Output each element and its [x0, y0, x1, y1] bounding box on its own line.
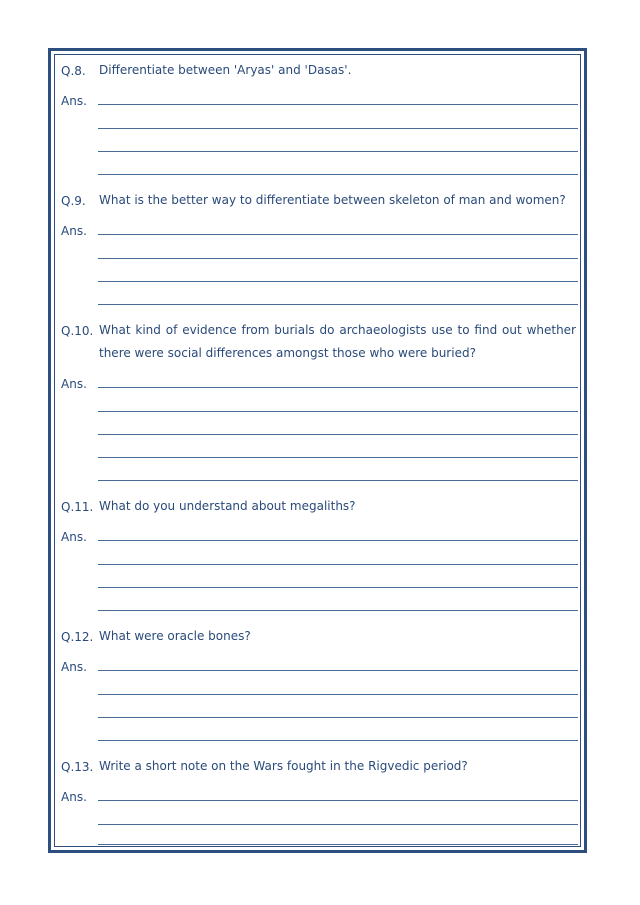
answer-line — [98, 717, 578, 718]
answer-line — [98, 610, 578, 611]
answer-line — [98, 387, 578, 388]
answer-line — [98, 587, 578, 588]
answer-line — [98, 434, 578, 435]
answer-line — [98, 694, 578, 695]
answer-label: Ans. — [61, 94, 87, 108]
answer-line — [98, 258, 578, 259]
answer-label: Ans. — [61, 377, 87, 391]
answer-line — [98, 670, 578, 671]
answer-line — [98, 411, 578, 412]
answer-line — [98, 304, 578, 305]
answer-label: Ans. — [61, 660, 87, 674]
answer-line — [98, 844, 578, 845]
question-text: What do you understand about megaliths? — [99, 499, 356, 513]
answer-line — [98, 234, 578, 235]
answer-line — [98, 281, 578, 282]
question-number: Q.9. — [61, 194, 86, 208]
question-text: What is the better way to differentiate between skeleton of man and women? — [99, 193, 566, 207]
answer-line — [98, 480, 578, 481]
question-number: Q.11. — [61, 500, 94, 514]
answer-label: Ans. — [61, 530, 87, 544]
answer-line — [98, 457, 578, 458]
question-text: What were oracle bones? — [99, 629, 251, 643]
answer-line — [98, 800, 578, 801]
question-text: Differentiate between 'Aryas' and 'Dasas'. — [99, 63, 352, 77]
question-number: Q.13. — [61, 760, 94, 774]
question-number: Q.12. — [61, 630, 94, 644]
question-number: Q.10. — [61, 324, 94, 338]
answer-line — [98, 564, 578, 565]
answer-label: Ans. — [61, 790, 87, 804]
answer-line — [98, 174, 578, 175]
answer-label: Ans. — [61, 224, 87, 238]
question-text: Write a short note on the Wars fought in the Rigvedic period? — [99, 759, 468, 773]
answer-line — [98, 740, 578, 741]
answer-line — [98, 540, 578, 541]
answer-line — [98, 104, 578, 105]
page-border — [48, 48, 587, 853]
worksheet — [54, 54, 581, 847]
answer-line — [98, 151, 578, 152]
answer-line — [98, 128, 578, 129]
question-text: What kind of evidence from burials do archaeologists use to find out whether there were social differences amongst those who were buried? — [99, 323, 576, 360]
answer-line — [98, 824, 578, 825]
question-number: Q.8. — [61, 64, 86, 78]
